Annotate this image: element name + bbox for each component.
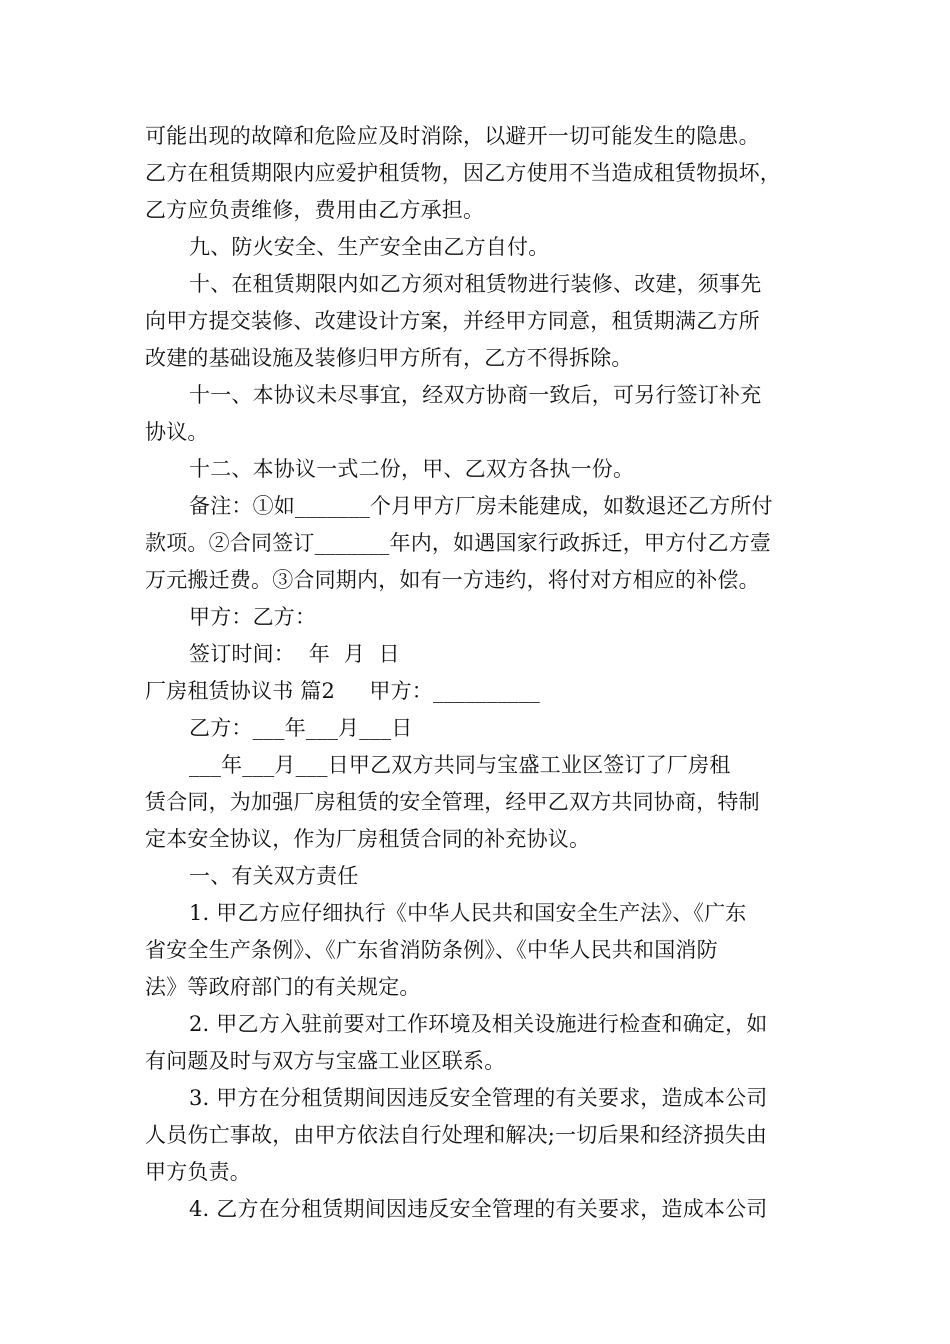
text-line: 一、有关双方责任: [189, 864, 359, 888]
text-line: 定本安全协议，作为厂房租赁合同的补充协议。: [145, 827, 591, 851]
text-line: 甲方负责。: [145, 1160, 251, 1184]
text-line: 乙方：___年___月___日: [189, 716, 413, 740]
text-line: 乙方应负责维修，费用由乙方承担。: [145, 198, 485, 222]
text-line: 款项。②合同签订_______年内，如遇国家行政拆迁，甲方付乙方壹: [145, 531, 772, 555]
text-line: 人员伤亡事故，由甲方依法自行处理和解决;一切后果和经济损失由: [145, 1123, 768, 1147]
text-line: 九、防火安全、生产安全由乙方自付。: [189, 235, 550, 259]
text-line: 厂房租赁协议书 篇2 甲方：__________: [145, 679, 541, 703]
text-line: 赁合同，为加强厂房租赁的安全管理，经甲乙双方共同协商，特制: [145, 790, 760, 814]
text-line: 十一、本协议未尽事宜，经双方协商一致后，可另行签订补充: [189, 383, 762, 407]
text-line: 协议。: [145, 420, 209, 444]
text-line: 法》等政府部门的有关规定。: [145, 975, 421, 999]
text-line: 十、在租赁期限内如乙方须对租赁物进行装修、改建，须事先: [189, 272, 762, 296]
text-line: 可能出现的故障和危险应及时消除，以避开一切可能发生的隐患。: [145, 124, 760, 148]
text-line: 向甲方提交装修、改建设计方案，并经甲方同意，租赁期满乙方所: [145, 309, 760, 333]
text-line: 有问题及时与双方与宝盛工业区联系。: [145, 1049, 506, 1073]
text-line: 万元搬迁费。③合同期内，如有一方违约，将付对方相应的补偿。: [145, 568, 760, 592]
text-line: 改建的基础设施及装修归甲方所有，乙方不得拆除。: [145, 346, 633, 370]
text-line: 乙方在租赁期限内应爱护租赁物，因乙方使用不当造成租赁物损坏，: [145, 161, 781, 185]
text-line: 4. 乙方在分租赁期间因违反安全管理的有关要求，造成本公司: [189, 1197, 768, 1221]
text-line: 签订时间： 年 月 日: [189, 642, 400, 666]
text-line: 1. 甲乙方应仔细执行《中华人民共和国安全生产法》、《广东: [189, 901, 747, 925]
text-line: 2. 甲乙方入驻前要对工作环境及相关设施进行检查和确定，如: [189, 1012, 768, 1036]
document-body: [145, 118, 813, 1228]
text-line: 省安全生产条例》、《广东省消防条例》、《中华人民共和国消防: [145, 938, 718, 962]
text-line: 十二、本协议一式二份，甲、乙双方各执一份。: [189, 457, 635, 481]
text-line: ___年___月___日甲乙双方共同与宝盛工业区签订了厂房租: [189, 753, 731, 777]
text-line: 3. 甲方在分租赁期间因违反安全管理的有关要求，造成本公司: [189, 1086, 768, 1110]
text-line: 备注：①如_______个月甲方厂房未能建成，如数退还乙方所付: [189, 494, 773, 518]
text-line: 甲方：乙方：: [189, 605, 317, 629]
